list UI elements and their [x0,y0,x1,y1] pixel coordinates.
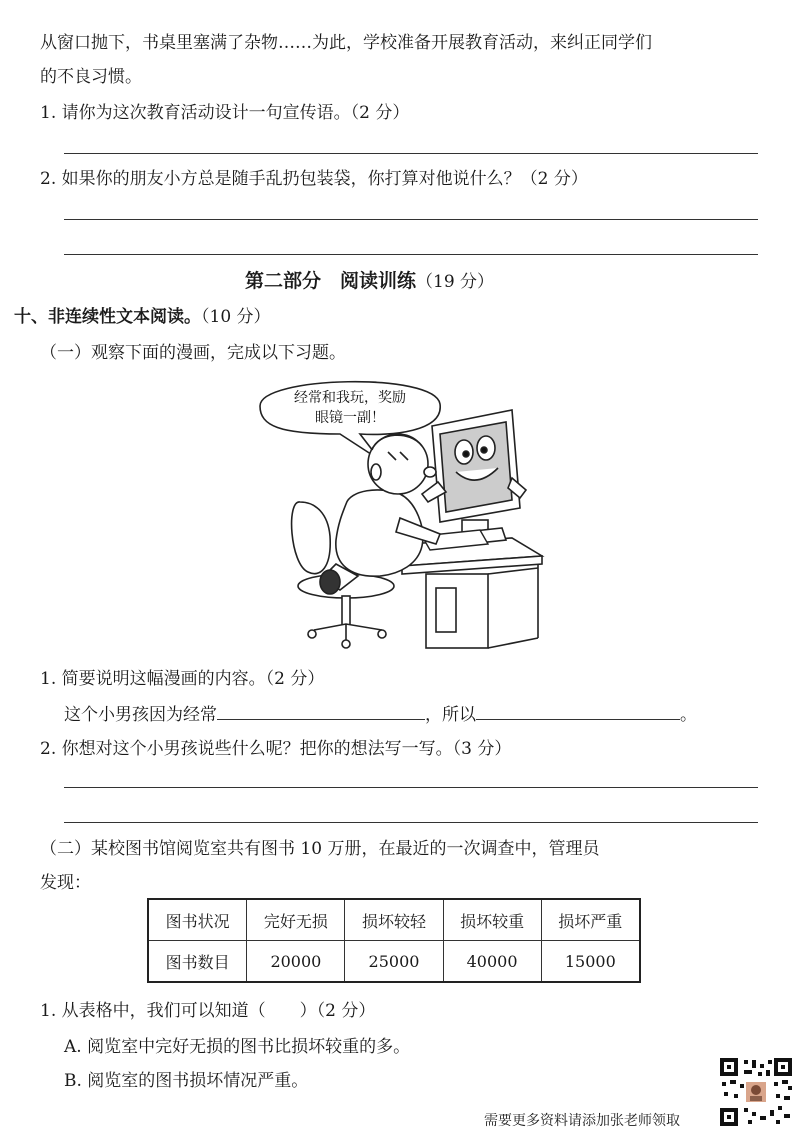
table-header-cell: 损坏严重 [541,899,640,941]
comic-question-1: 1. 简要说明这幅漫画的内容。（2 分） [40,669,325,689]
subsection-1-intro: （一）观察下面的漫画，完成以下习题。 [40,343,346,363]
question-1: 1. 请你为这次教育活动设计一句宣传语。（2 分） [40,103,410,123]
table-header-cell: 图书状况 [148,899,247,941]
section-10-heading [14,302,271,327]
table-question-1: 1. 从表格中，我们可以知道（ ）（2 分） [40,1001,376,1021]
answer-line[interactable] [64,153,758,154]
bubble-text-2: 眼镜一副！ [315,410,385,426]
table-header-row [148,899,640,941]
section-10-score: （10 分） [201,307,271,327]
section-10-title: 十、非连续性文本阅读。 [14,307,201,327]
subsection-2-line-2: 发现： [40,873,91,893]
part-2-title-text: 第二部分 阅读训练 [245,270,417,292]
question-2: 2. 如果你的朋友小方总是随手乱扔包装袋，你打算对他说什么？（2 分） [40,169,588,189]
bubble-text-1: 经常和我玩，奖励 [294,390,406,406]
answer-line[interactable] [64,254,758,255]
table-cell: 20000 [247,941,345,983]
fill-end: 。 [680,705,697,725]
answer-line[interactable] [64,787,758,788]
table-cell: 图书数目 [148,941,247,983]
part-2-score: （19 分） [416,272,495,292]
table-cell: 15000 [541,941,640,983]
table-header-cell: 损坏较轻 [345,899,443,941]
table-row [148,941,640,983]
comic-illustration [250,368,550,653]
table-cell: 25000 [345,941,443,983]
subsection-2-line-1: （二）某校图书馆阅览室共有图书 10 万册，在最近的一次调查中，管理员 [40,839,600,859]
part-2-title [245,266,494,293]
qr-code [718,1056,794,1128]
book-status-table [147,898,641,983]
intro-line-1: 从窗口抛下，书桌里塞满了杂物……为此，学校准备开展教育活动，来纠正同学们 [40,33,652,53]
answer-line[interactable] [64,822,758,823]
footer-note: 需要更多资料请添加张老师领取 [484,1113,680,1129]
comic-fill-sentence [64,700,697,725]
option-a[interactable]: A. 阅览室中完好无损的图书比损坏较重的多。 [64,1037,411,1057]
table-header-cell: 完好无损 [247,899,345,941]
option-b[interactable]: B. 阅览室的图书损坏情况严重。 [64,1071,309,1091]
fill-middle: ，所以 [425,705,476,725]
monitor [422,410,526,546]
comic-question-2: 2. 你想对这个小男孩说些什么呢？把你的想法写一写。（3 分） [40,739,512,759]
qr-pattern [718,1056,794,1128]
table-cell: 40000 [443,941,541,983]
fill-blank-1[interactable] [217,701,425,720]
table-header-cell: 损坏较重 [443,899,541,941]
intro-line-2: 的不良习惯。 [40,67,142,87]
fill-prefix: 这个小男孩因为经常 [64,705,217,725]
answer-line[interactable] [64,219,758,220]
fill-blank-2[interactable] [476,701,680,720]
